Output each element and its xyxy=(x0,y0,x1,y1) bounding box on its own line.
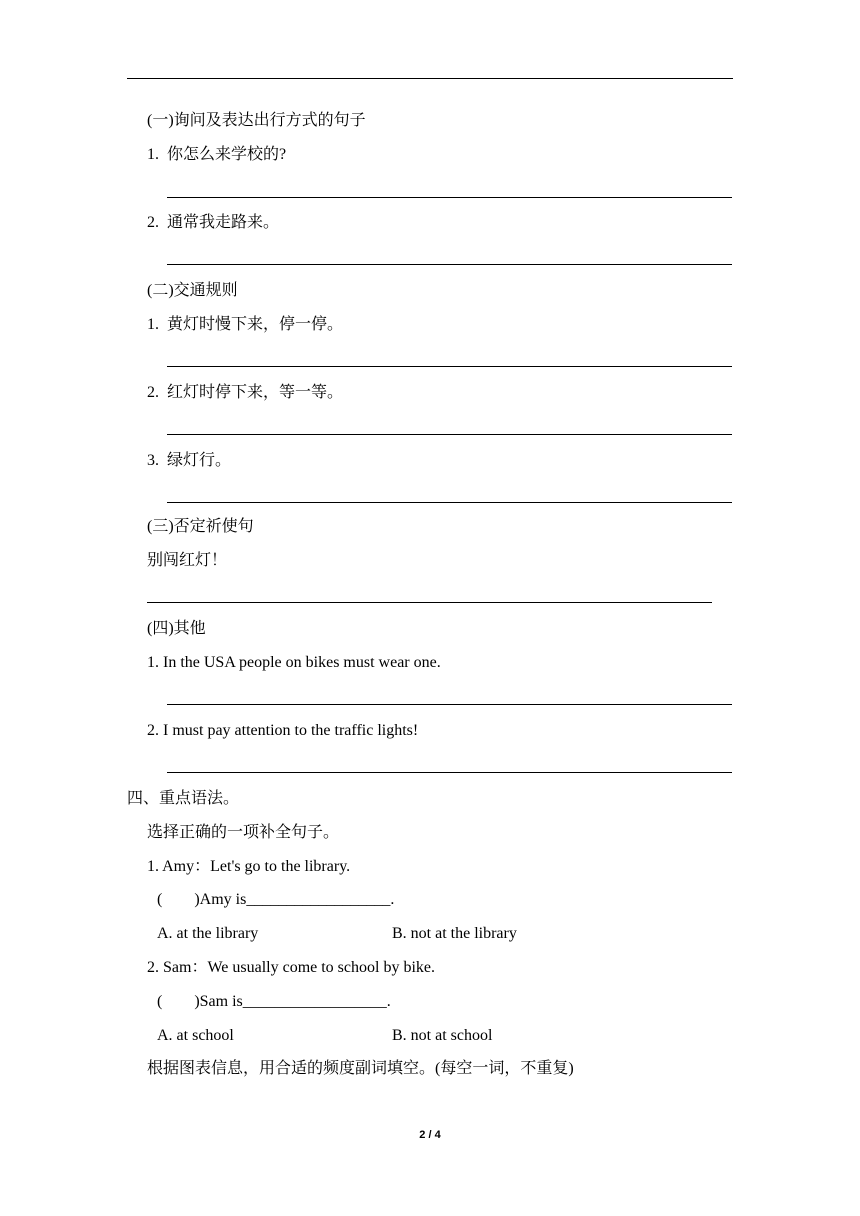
option-b[interactable]: B. not at school xyxy=(392,1027,493,1044)
answer-blank[interactable]: ( )Amy is__________________. xyxy=(157,891,395,908)
answer-line[interactable] xyxy=(167,366,732,367)
section-title: 四、重点语法。 xyxy=(127,790,240,807)
answer-line[interactable] xyxy=(167,264,732,265)
instruction-text: 根据图表信息，用合适的频度副词填空。(每空一词，不重复) xyxy=(147,1060,574,1077)
answer-line[interactable] xyxy=(167,772,732,773)
subsection-title: (二)交通规则 xyxy=(147,282,238,299)
question-text: 1. 你怎么来学校的? xyxy=(147,146,287,163)
question-text: 2. 红灯时停下来，等一等。 xyxy=(147,384,344,401)
option-b[interactable]: B. not at the library xyxy=(392,925,517,942)
option-a[interactable]: A. at the library xyxy=(157,925,259,942)
page-number: 2 / 4 xyxy=(419,1129,441,1141)
question-text: 1. In the USA people on bikes must wear one. xyxy=(147,654,441,671)
question-prompt: 1. Amy：Let's go to the library. xyxy=(147,858,351,875)
answer-line[interactable] xyxy=(167,502,732,503)
header-rule xyxy=(127,78,733,79)
answer-line[interactable] xyxy=(167,434,732,435)
question-text: 2. 通常我走路来。 xyxy=(147,214,280,231)
subsection-title: (三)否定祈使句 xyxy=(147,518,254,535)
answer-blank[interactable]: ( )Sam is__________________. xyxy=(157,993,391,1010)
question-text: 2. I must pay attention to the traffic lights! xyxy=(147,722,419,739)
answer-line[interactable] xyxy=(167,704,732,705)
question-text: 1. 黄灯时慢下来，停一停。 xyxy=(147,316,344,333)
question-text: 别闯红灯！ xyxy=(147,552,228,569)
answer-line[interactable] xyxy=(167,197,732,198)
answer-line[interactable] xyxy=(147,602,712,603)
subsection-title: (四)其他 xyxy=(147,620,206,637)
subsection-title: (一)询问及表达出行方式的句子 xyxy=(147,112,366,129)
instruction-text: 选择正确的一项补全句子。 xyxy=(147,824,340,841)
option-a[interactable]: A. at school xyxy=(157,1027,234,1044)
question-text: 3. 绿灯行。 xyxy=(147,452,232,469)
question-prompt: 2. Sam：We usually come to school by bike. xyxy=(147,959,436,976)
